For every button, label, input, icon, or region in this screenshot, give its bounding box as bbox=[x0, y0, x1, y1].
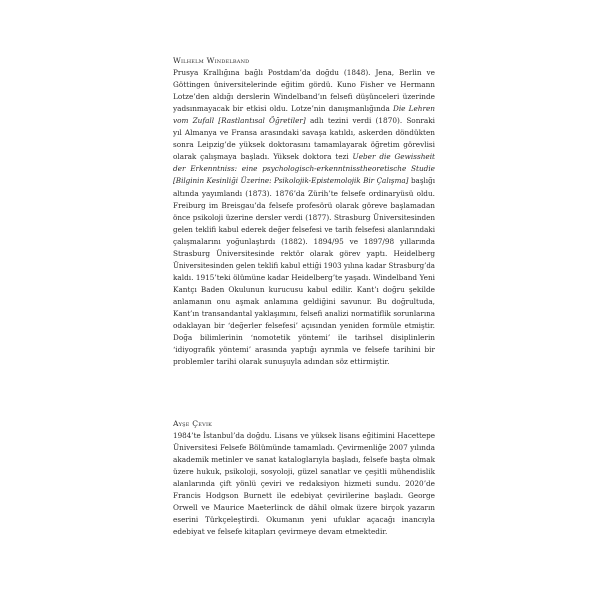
text-line bbox=[173, 442, 435, 454]
text-run: sonra Leipzig’de yüksek doktorasını tamamlayarak öğretim görevlisi bbox=[173, 140, 435, 150]
text-line bbox=[173, 332, 435, 344]
text-line bbox=[173, 236, 435, 248]
text-line bbox=[173, 200, 435, 212]
text-line bbox=[173, 466, 435, 478]
italic-title: [Bilginin Kesinliği Üzerine: Psikolojik-Epistemolojik Bir Çalışma] bbox=[173, 176, 409, 186]
text-line bbox=[173, 115, 435, 127]
text-line bbox=[173, 91, 435, 103]
text-line bbox=[173, 430, 435, 442]
text-line bbox=[173, 320, 435, 332]
translator-name: Ayşe Çevik bbox=[173, 419, 213, 428]
text-run: altında yayımlandı (1873). 1876’da Zürih’te felsefe ordinaryüsü oldu. bbox=[173, 188, 435, 198]
text-line bbox=[173, 308, 435, 320]
bio-windelband bbox=[173, 55, 435, 368]
text-line bbox=[173, 151, 435, 163]
text-run: Üniversitesi Felsefe Bölümünde tamamladı. Çevirmenliğe 2007 yılında bbox=[173, 443, 435, 453]
text-run: ‘idiyografik yöntemi’ arasında yaptığı ayrımla ve felsefe tarihini bir bbox=[173, 345, 435, 355]
text-line bbox=[173, 454, 435, 466]
text-line bbox=[173, 127, 435, 139]
italic-title: der Erkenntniss: eine psychologisch-erkenntnisstheoretische Studie bbox=[173, 164, 435, 174]
text-run: yıl Almanya ve Fransa arasındaki savaşa katıldı, askerden döndükten bbox=[173, 128, 435, 138]
text-run: Göttingen üniversitelerinde eğitim gördü. Kuno Fisher ve Hermann bbox=[173, 80, 435, 90]
text-run: Kantçı Baden Okulunun kurucusu kabul edilir. Kant’ı doğru şekilde bbox=[173, 284, 435, 294]
text-line bbox=[173, 272, 435, 284]
text-run: 1984’te İstanbul’da doğdu. Lisans ve yüksek lisans eğitimini Hacettepe bbox=[173, 431, 435, 441]
text-run: anlamanın onu aşmak anlamına geldiğini savunur. Bu doğrultuda, bbox=[173, 296, 435, 306]
text-line bbox=[173, 284, 435, 296]
text-line bbox=[173, 212, 435, 224]
text-run: Doğa bilimlerinin ‘nomotetik yöntemi’ ile tarihsel disiplinlerin bbox=[173, 333, 435, 343]
text-run: Strasburg Üniversitesinde rektör olarak görev yaptı. Heidelberg bbox=[173, 248, 435, 258]
text-line bbox=[173, 67, 435, 79]
text-run: kaldı. 1915’teki ölümüne kadar Heidelberg’te yaşadı. Windelband Yeni bbox=[173, 272, 435, 282]
text-line bbox=[173, 188, 435, 200]
text-line bbox=[173, 296, 435, 308]
bio-cevik bbox=[173, 418, 435, 538]
text-run: olarak çalışmaya başladı. Yüksek doktora tezi bbox=[173, 152, 353, 162]
text-run: Kant’ın transandantal yaklaşımını, felsefi analizi normatiflik sorunlarına bbox=[173, 308, 435, 318]
text-line bbox=[173, 103, 435, 115]
text-line bbox=[173, 490, 435, 502]
text-line bbox=[173, 526, 435, 538]
text-line bbox=[173, 260, 435, 272]
text-line bbox=[173, 79, 435, 91]
author-name: Wilhelm Windelband bbox=[173, 56, 250, 65]
bio-text bbox=[173, 67, 435, 368]
text-run: alanlarında çift yönlü çeviri ve redaksiyon hizmeti sundu. 2020’de bbox=[173, 479, 435, 489]
text-run: Lotze’den aldığı derslerin Windelband’ın felsefi düşünceleri üzerinde bbox=[173, 92, 435, 102]
text-line bbox=[173, 248, 435, 260]
text-run: eserini Türkçeleştirdi. Okumanın yeni ufuklar açacağı inancıyla bbox=[173, 515, 435, 525]
text-line bbox=[173, 224, 435, 236]
italic-title: Die Lehren bbox=[392, 104, 435, 114]
text-line bbox=[173, 514, 435, 526]
text-line bbox=[173, 163, 435, 175]
text-run: başlığı bbox=[408, 176, 435, 186]
text-run: Üniversitesinden gelen teklifi kabul ettiği 1903 yılına kadar Strasburg’da bbox=[173, 260, 435, 270]
text-run: yadsınmayacak bir etkisi oldu. Lotze’nin danışmanlığında bbox=[173, 104, 393, 114]
text-run: edebiyat ve felsefe kitapları çevirmeye devam etmektedir. bbox=[173, 527, 388, 537]
text-run: problemler tarihi olarak sunuşuyla adından söz ettirmiştir. bbox=[173, 357, 390, 367]
text-run: odaklayan bir ‘değerler felsefesi’ açısından yeniden formüle etmiştir. bbox=[173, 321, 435, 331]
text-run: Freiburg im Breisgau’da felsefe profesörü olarak göreve başlamadan bbox=[173, 200, 435, 210]
text-line bbox=[173, 175, 435, 187]
text-run: üzere hukuk, psikoloji, sosyoloji, güzel sanatlar ve çeşitli mühendislik bbox=[173, 467, 435, 477]
bio-text bbox=[173, 430, 435, 538]
text-run: Francis Hodgson Burnett ile edebiyat çevirilerine başladı. George bbox=[173, 491, 435, 501]
italic-title: vom Zufall [Rastlantısal Öğretiler] bbox=[173, 116, 306, 126]
text-run: Orwell ve Maurice Maeterlinck de dâhil olmak üzere birçok yazarın bbox=[173, 503, 435, 513]
text-run: çalışmalarını yoğunlaştırdı (1882). 1894/95 ve 1897/98 yıllarında bbox=[173, 236, 435, 246]
text-line bbox=[173, 356, 435, 368]
italic-title: Ueber die Gewissheit bbox=[352, 152, 435, 162]
text-line bbox=[173, 344, 435, 356]
text-line bbox=[173, 139, 435, 151]
text-line bbox=[173, 478, 435, 490]
text-line bbox=[173, 502, 435, 514]
text-run: gelen teklifi kabul ederek değer felsefesi ve tarih felsefesi alanlarındaki bbox=[173, 224, 435, 234]
text-run: Prusya Krallığına bağlı Postdam’da doğdu (1848). Jena, Berlin ve bbox=[173, 68, 435, 78]
text-run: adlı tezini verdi (1870). Sonraki bbox=[305, 116, 435, 126]
text-run: akademik metinler ve sanat kataloglarıyla başladı, felsefe başta olmak bbox=[173, 455, 435, 465]
text-run: önce psikoloji üzerine dersler verdi (1877). Strasburg Üniversitesinden bbox=[173, 212, 435, 222]
